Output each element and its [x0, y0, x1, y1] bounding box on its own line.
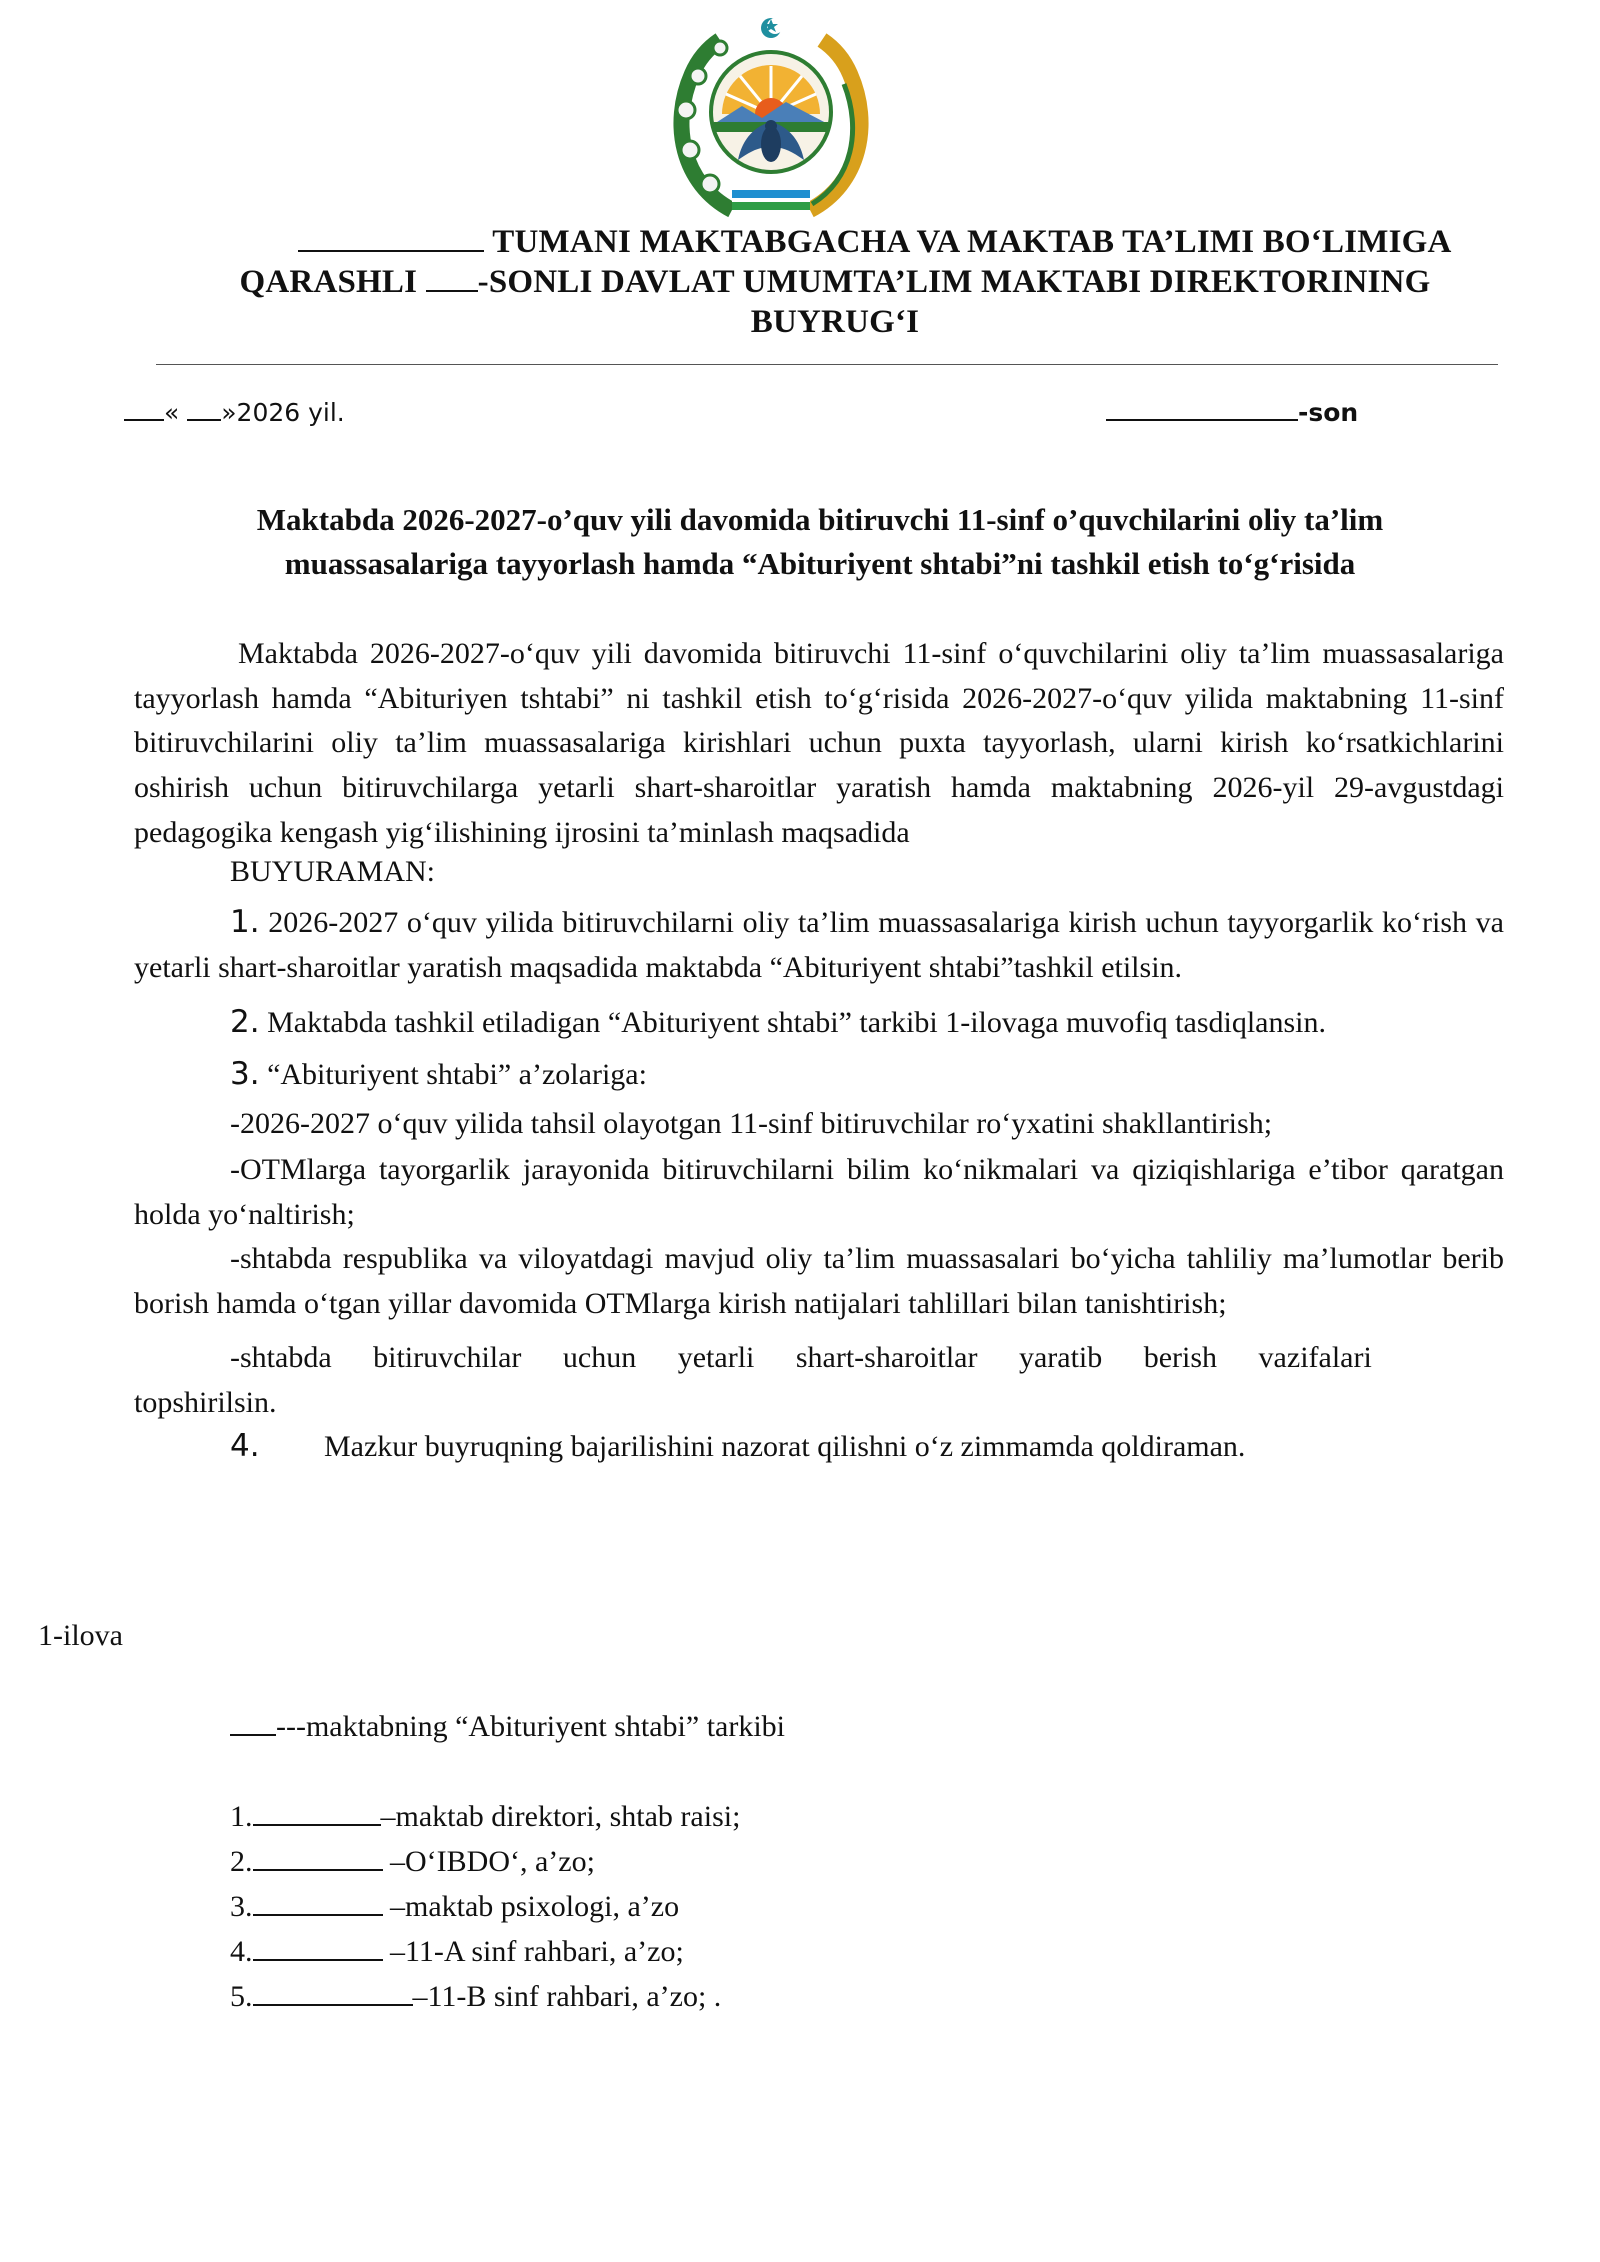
buyuraman-heading: BUYURAMAN: [230, 855, 436, 888]
appendix-label: 1-ilova [38, 1619, 123, 1652]
order-number [1106, 398, 1358, 427]
member-name-blank [253, 1937, 383, 1961]
member-row [230, 1935, 684, 1969]
item-number: 3. [230, 1056, 260, 1092]
preamble-paragraph: Maktabda 2026-2027-o‘quv yili davomida bitiruvchi 11-sinf o‘quvchilarini oliy ta’lim muassasalariga tayyorlash hamda “Abituriyen tshtabi” ni tashkil etish to‘g‘risida 2026-2027-o‘quv yilida maktabning 11-sinf bitiruvchilarini oliy ta’lim muassasalariga kirishlari uchun puxta tayyorlash, ularni kirish ko‘rsatkichlarini oshirish uchun bitiruvchilarga yetarli shart-sharoitlar yaratish hamda maktabning 2026-yil 29-avgustdagi pedagogika kengash yig‘ilishining ijrosini ta’minlash maqsadida [134, 637, 1504, 849]
task-item-2: -OTMlarga tayorgarlik jarayonida bitiruvchilarni bilim ko‘nikmalari va qiziqishlariga e’tibor qaratgan holda yo‘naltirish; [134, 1153, 1504, 1231]
member-number: 2. [230, 1845, 253, 1878]
item-number: 1. [230, 904, 260, 940]
task-item-4-end: topshirilsin. [134, 1385, 277, 1419]
item-text: 2026-2027 o‘quv yilida bitiruvchilarni oliy ta’lim muassasalariga kirish uchun tayyorgarlik ko‘rish va yetarli shart-sharoitlar yaratish maqsadida maktabda “Abituriyent shtabi”tashkil etilsin. [134, 906, 1504, 984]
member-row [230, 1800, 740, 1834]
header-text-2a: QARASHLI [239, 264, 418, 300]
task-item-4 [134, 1336, 1504, 1425]
member-role: –11-A sinf rahbari, a’zo; [382, 1935, 684, 1968]
member-row [230, 1980, 721, 2014]
order-item-4 [134, 1424, 1504, 1470]
order-item-3 [134, 1052, 1504, 1098]
school-number-blank [230, 1712, 276, 1736]
composition-title [230, 1710, 785, 1744]
date-open-quote: « [164, 398, 180, 427]
header-line-2 [150, 264, 1520, 301]
member-name-blank [253, 1982, 413, 2006]
member-number: 4. [230, 1935, 253, 1968]
header-divider [156, 364, 1498, 365]
member-name-blank [253, 1802, 381, 1826]
composition-title-text: ---maktabning “Abituriyent shtabi” tarkibi [276, 1710, 786, 1743]
item-text: “Abituriyent shtabi” a’zolariga: [259, 1058, 647, 1091]
crescent-star [761, 18, 783, 38]
member-name-blank [253, 1847, 383, 1871]
order-number-blank [1106, 399, 1298, 421]
task-item-4-text: -shtabda bitiruvchilar uchun yetarli shart-sharoitlar yaratib berish vazifalari [230, 1341, 1372, 1374]
task-item-1: -2026-2027 o‘quv yilida tahsil olayotgan 11-sinf bitiruvchilar ro‘yxatini shakllantirish; [230, 1107, 1273, 1140]
header-text-1: TUMANI MAKTABGACHA VA MAKTAB TA’LIMI BO‘LIMIGA [492, 224, 1452, 260]
member-role: –11-B sinf rahbari, a’zo; . [412, 1980, 722, 2013]
date-year: »2026 yil. [221, 398, 345, 427]
header-text-2b: -SONLI DAVLAT UMUMTA’LIM MAKTABI DIREKTORINING [477, 264, 1431, 300]
order-title-line-2: muassasalariga tayyorlash hamda “Abituriyent shtabi”ni tashkil etish to‘g‘risida [284, 546, 1356, 581]
flag-ribbon [732, 190, 810, 210]
order-item-1 [134, 900, 1504, 990]
order-item-2 [134, 1000, 1504, 1046]
item-number: 2. [230, 1004, 260, 1040]
month-blank [187, 399, 221, 421]
item-text: Maktabda tashkil etiladigan “Abituriyent shtabi” tarkibi 1-ilovaga muvofiq tasdiqlansin. [259, 1006, 1326, 1039]
task-item-3: -shtabda respublika va viloyatdagi mavjud oliy ta’lim muassasalari bo‘yicha tahliliy ma’lumotlar berib borish hamda o‘tgan yillar davomida OTMlarga kirish natijalari tahlillari bilan tanishtirish; [134, 1242, 1504, 1320]
member-row [230, 1845, 595, 1879]
header-line-3: BUYRUG‘I [750, 304, 920, 340]
member-role: –maktab direktori, shtab raisi; [380, 1800, 741, 1833]
school-number-blank [426, 264, 478, 292]
member-role: –maktab psixologi, a’zo [382, 1890, 680, 1923]
order-title-line-1: Maktabda 2026-2027-o’quv yili davomida bitiruvchi 11-sinf o’quvchilarini oliy ta’lim [256, 502, 1384, 537]
member-role: –O‘IBDO‘, a’zo; [382, 1845, 595, 1878]
member-number: 3. [230, 1890, 253, 1923]
order-date [124, 398, 345, 427]
item-number: 4. [230, 1428, 260, 1464]
member-name-blank [253, 1892, 383, 1916]
district-blank [298, 224, 484, 252]
item-text: Mazkur buyruqning bajarilishini nazorat qilishni o‘z zimmamda qoldiraman. [324, 1430, 1246, 1463]
member-row [230, 1890, 679, 1924]
header-line-1 [150, 224, 1520, 261]
member-number: 5. [230, 1980, 253, 2013]
state-emblem-icon [662, 14, 880, 220]
order-number-suffix: -son [1298, 398, 1359, 427]
day-blank [124, 399, 164, 421]
member-number: 1. [230, 1800, 253, 1833]
